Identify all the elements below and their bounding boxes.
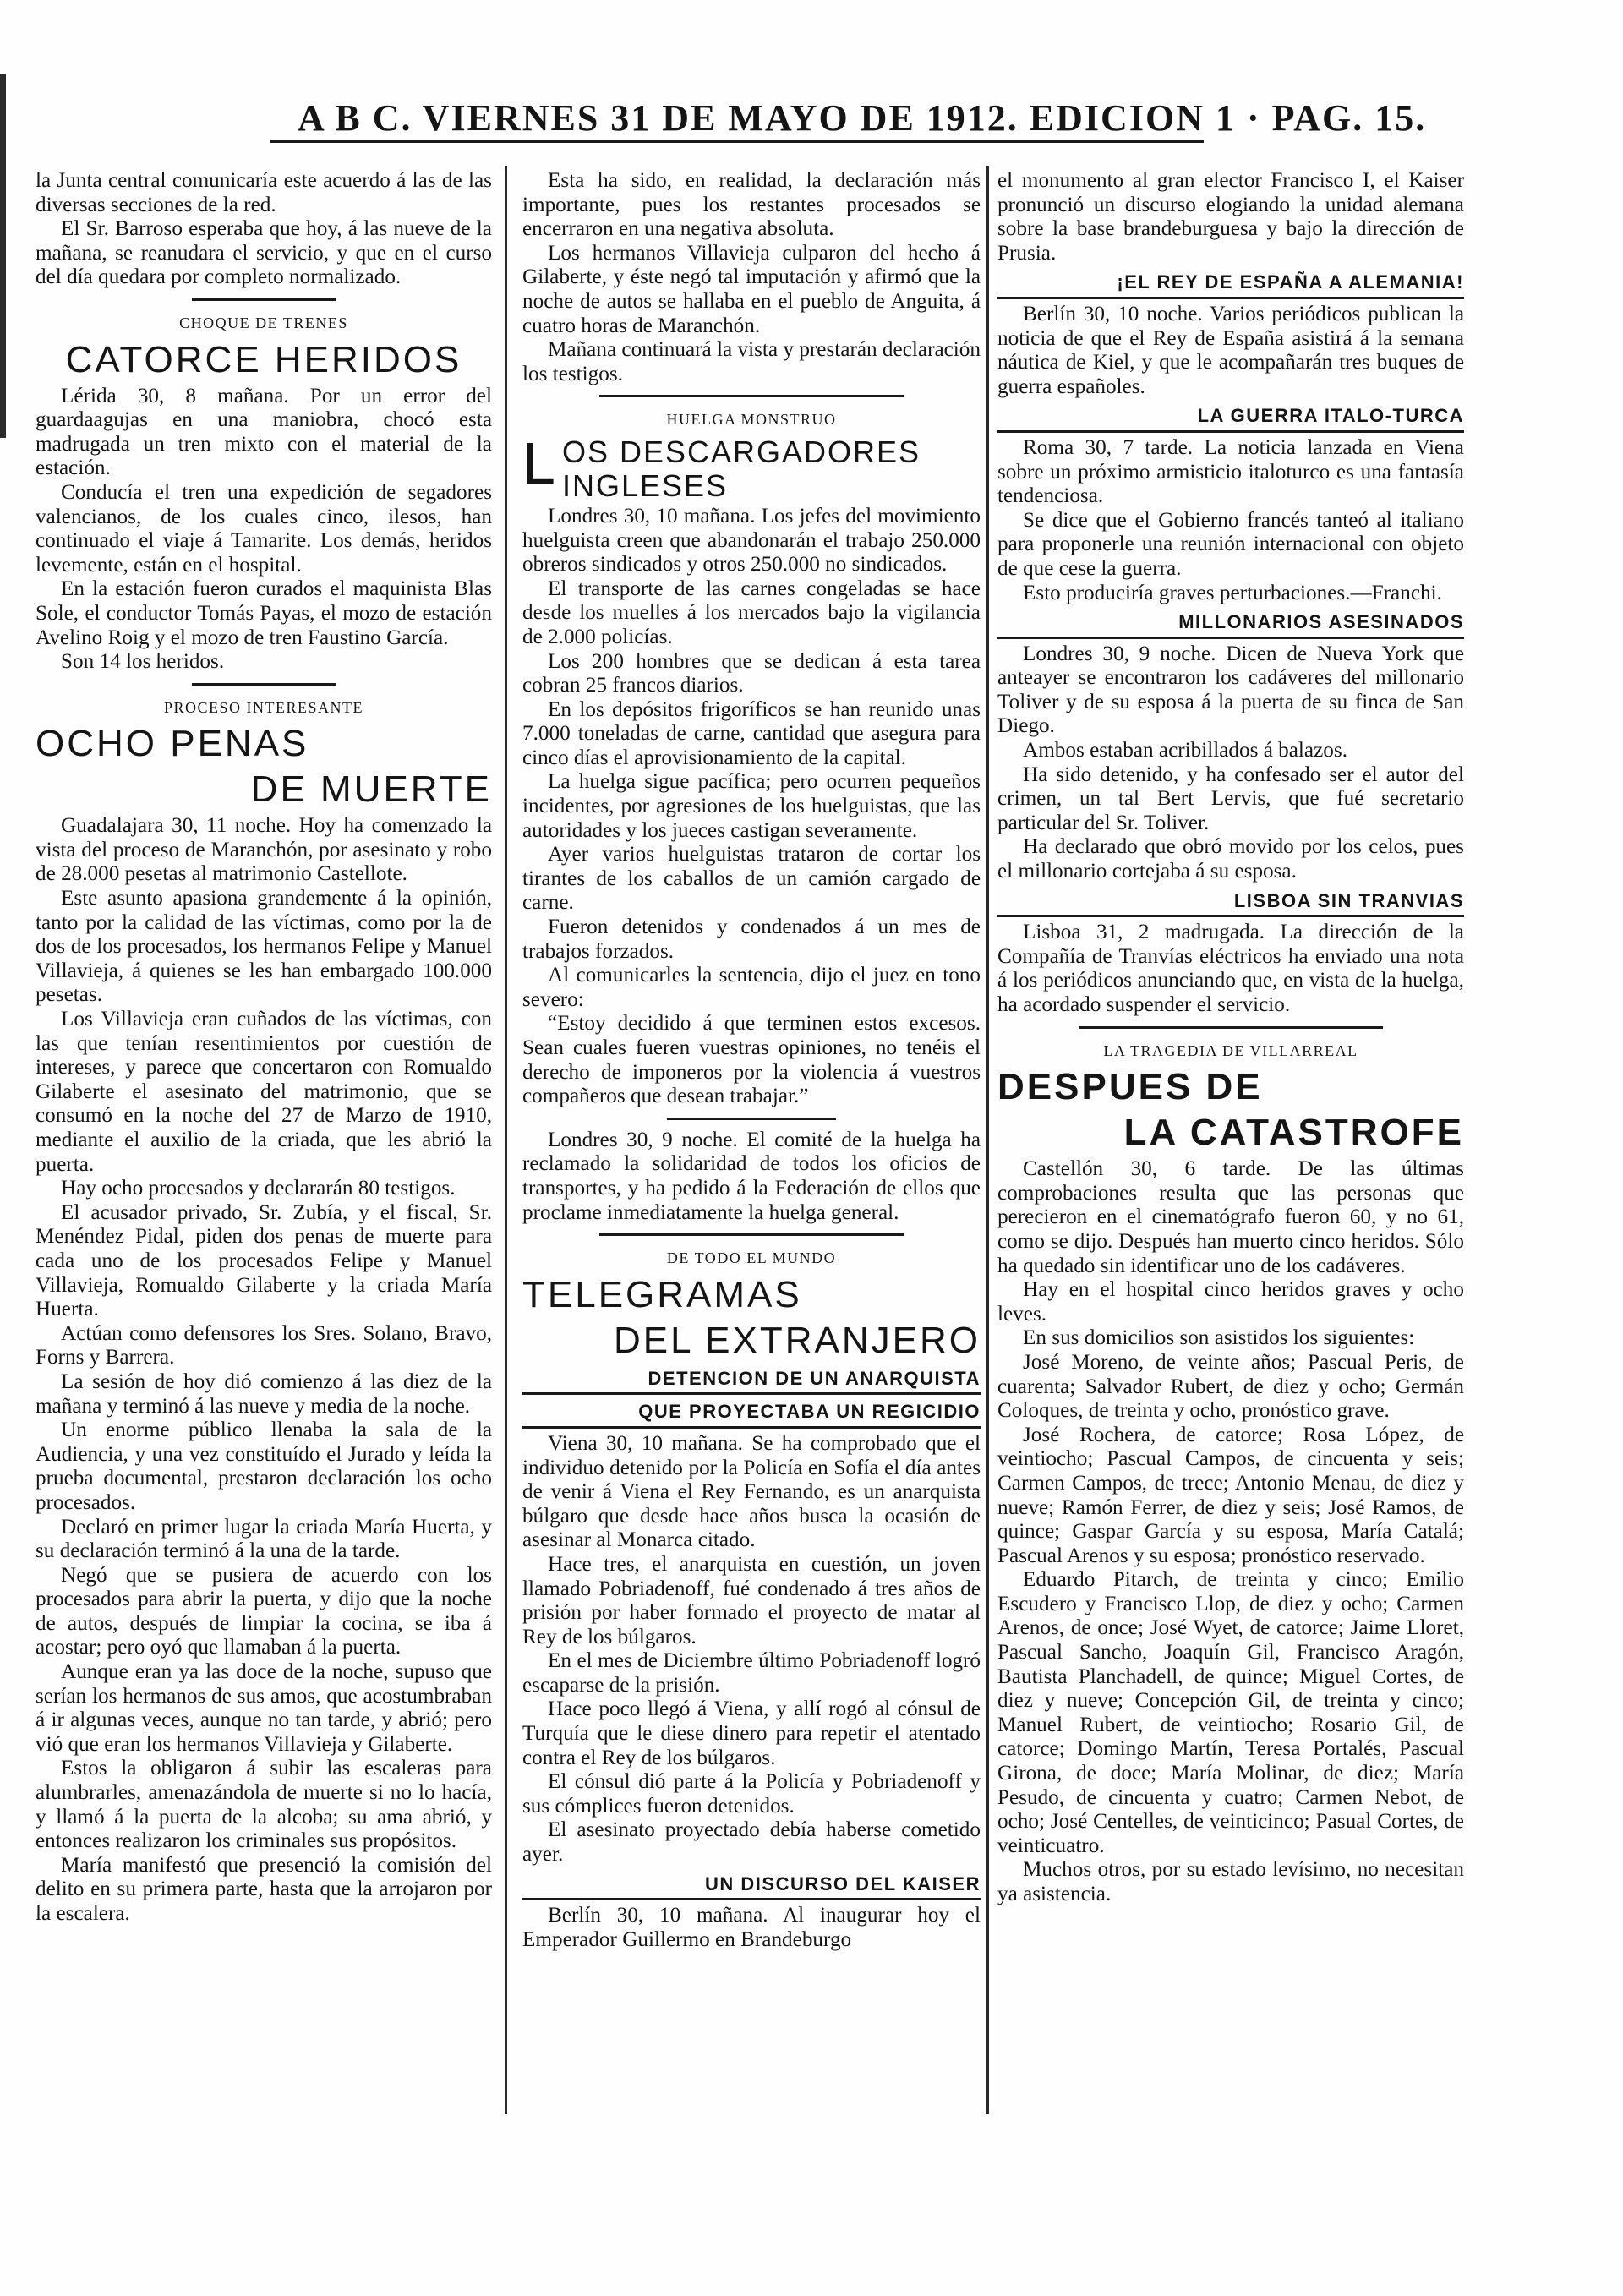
paragraph: Londres 30, 10 mañana. Los jefes del movimiento huelguista creen que abandonarán el trabajo 250.000 obreros sindicados y otros 250.000 no sindicados. [522, 504, 981, 577]
subhead-regicidio: QUE PROYECTABA UN REGICIDIO [522, 1400, 981, 1429]
paragraph: Eduardo Pitarch, de treinta y cinco; Emilio Escudero y Francisco Llop, de diez y ocho; Carmen Arenos, de once; José Wyet, de catorce; Jaime Lloret, Pascual Sancho, Joaquín Gil, Francisco Aragón, Bautista Planchadell, de quince; Miguel Cortes, de diez y nueve; Concepción Gil, de treinta y cinco; Manuel Rubert, de veintiocho; Rosario Gil, de catorce; Domingo Martín, Teresa Portalés, Pascual Girona, de doce; María Molinar, de diez; María Pesudo, de cincuenta y cuatro; Carmen Nebot, de ocho; José Centelles, de veinticinco; Pasual Cortes, de veinticuatro. [997, 1568, 1464, 1857]
paragraph: Londres 30, 9 noche. Dicen de Nueva York que anteayer se encontraron los cadáveres del millonario Toliver y de su esposa á la puerta de su finca de San Diego. [997, 642, 1464, 738]
headline-telegramas: TELEGRAMAS [522, 1273, 802, 1315]
paragraph: Berlín 30, 10 noche. Varios periódicos publican la noticia de que el Rey de España asistirá á la semana náutica de Kiel, y que le acompañarán tres buques de guerra españoles. [997, 302, 1464, 398]
paragraph: Viena 30, 10 mañana. Se ha comprobado que el individuo detenido por la Policía en Sofía el día antes de venir á Viena el Rey Fernando, es un anarquista búlgaro que desde hace años busca la ocasión de asesinar al Monarca citado. [522, 1431, 981, 1552]
column-divider [505, 166, 507, 2114]
paragraph: Londres 30, 9 noche. El comité de la huelga ha reclamado la solidaridad de todos los oficios de transportes, y ha pedido á la Federación de ellos que proclame inmediatamente la huelga general. [522, 1128, 981, 1224]
paragraph: Esta ha sido, en realidad, la declaración más importante, pues los restantes procesados se encerraron en una negativa absoluta. [522, 169, 981, 241]
subhead-rey-espana: ¡EL REY DE ESPAÑA A ALEMANIA! [997, 271, 1464, 299]
paragraph: Estos la obligaron á subir las escaleras para alumbrarles, amenazándola de muerte si no lo hacía, y llamó á la puerta de la alcoba; su ama abrió, y entonces realizaron los criminales sus propósitos. [36, 1757, 492, 1853]
paragraph: El transporte de las carnes congeladas se hace desde los muelles á los mercados bajo la vigilancia de 2.000 policías. [522, 577, 981, 648]
paragraph: José Rochera, de catorce; Rosa López, de veintiocho; Pascual Campos, de cincuenta y seis; Carmen Campos, de trece; Antonio Menau, de diez y nueve; Ramón Ferrer, de diez y seis; José Ramos, de quince; Gaspar García y su esposa, María Catalá; Pascual Arenos y su esposa; pronóstico reservado. [997, 1423, 1464, 1567]
paragraph: Berlín 30, 10 mañana. Al inaugurar hoy el Emperador Guillermo en Brandeburgo [522, 1904, 981, 1951]
paragraph: Se dice que el Gobierno francés tanteó al italiano para proponerle una reunión internacional con objeto de que cese la guerra. [997, 508, 1464, 580]
subhead-lisboa: LISBOA SIN TRANVIAS [997, 889, 1464, 918]
headline-line: OS DESCARGADORES [561, 434, 921, 469]
kicker-proceso-interesante: PROCESO INTERESANTE [163, 698, 363, 716]
paragraph: “Estoy decidido á que terminen estos excesos. Sean cuales fueren vuestras opiniones, no tenéis el derecho de imponeros por la violencia á vuestros compañeros que desean trabajar.” [522, 1012, 981, 1108]
paragraph: Hace poco llegó á Viena, y allí rogó al cónsul de Turquía que le diese dinero para repetir el atentado contra el Rey de los búlgaros. [522, 1697, 981, 1769]
subhead-discurso-kaiser: UN DISCURSO DEL KAISER [522, 1872, 981, 1901]
paragraph: Muchos otros, por su estado levísimo, no necesitan ya asistencia. [997, 1858, 1464, 1905]
headline-ocho-penas: OCHO PENAS [36, 723, 309, 765]
page-edge-shadow [0, 74, 6, 438]
paragraph: El Sr. Barroso esperaba que hoy, á las nueve de la mañana, se reanudara el servicio, y que en el curso del día quedara por completo normalizado. [36, 217, 492, 289]
paragraph: Ambos estaban acribillados á balazos. [1023, 739, 1347, 763]
paragraph: Actúan como defensores los Sres. Solano, Bravo, Forns y Barrera. [36, 1321, 492, 1369]
paragraph: Hay ocho procesados y declararán 80 testigos. [61, 1177, 456, 1200]
section-rule [192, 298, 336, 301]
paragraph: Lérida 30, 8 mañana. Por un error del guardaagujas en una maniobra, chocó esta madrugada un tren mixto con el material de la estación. [36, 384, 492, 480]
section-rule [1079, 1026, 1383, 1029]
paragraph: José Moreno, de veinte años; Pascual Peris, de cuarenta; Salvador Rubert, de diez y ocho; Germán Coloques, de treinta y ocho, pronóstico grave. [997, 1350, 1464, 1423]
column-2 [522, 169, 981, 1952]
column-1 [36, 169, 492, 1927]
paragraph: el monumento al gran elector Francisco I, el Kaiser pronunció un discurso elogiando la unidad alemana sobre la base brandeburguesa y bajo la dirección de Prusia. [997, 169, 1464, 265]
paragraph: María manifestó que presenció la comisión del delito en su primera parte, hasta que la arrojaron por la escalera. [36, 1853, 492, 1925]
paragraph: Declaró en primer lugar la criada María Huerta, y su declaración terminó á la una de la tarde. [36, 1515, 492, 1563]
paragraph: Mañana continuará la vista y prestarán declaración los testigos. [522, 338, 981, 385]
paragraph: Esto produciría graves perturbaciones.—Franchi. [1023, 581, 1442, 604]
paragraph: Guadalajara 30, 11 noche. Hoy ha comenzado la vista del proceso de Maranchón, por asesinato y robo de 28.000 pesetas al matrimonio Castellote. [36, 814, 492, 886]
paragraph: Hace tres, el anarquista en cuestión, un joven llamado Pobriadenoff, fué condenado á tres años de prisión por haber formado el proyecto de matar al Rey de los búlgaros. [522, 1552, 981, 1648]
paragraph: La huelga sigue pacífica; pero ocurren pequeños incidentes, por agresiones de los huelguistas, que las autoridades y los jueces castigan severamente. [522, 770, 981, 842]
paragraph: Hay en el hospital cinco heridos graves y ocho leves. [997, 1278, 1464, 1326]
kicker-de-todo-el-mundo: DE TODO EL MUNDO [666, 1249, 837, 1267]
column-divider [986, 166, 989, 2114]
kicker-tragedia-villarreal: LA TRAGEDIA DE VILLARREAL [1103, 1041, 1358, 1059]
paragraph: Lisboa 31, 2 madrugada. La dirección de la Compañía de Tranvías eléctricos ha enviado una nota á los periódicos anunciando que, en vista de la huelga, ha acordado suspender el servicio. [997, 921, 1464, 1016]
paragraph: Ayer varios huelguistas trataron de cortar los tirantes de los caballos de un camión cargado de carne. [522, 843, 981, 915]
kicker-choque-trenes: CHOQUE DE TRENES [179, 314, 348, 331]
paragraph: Un enorme público llenaba la sala de la Audiencia, y una vez constituído el Jurado y leída la prueba documental, prestaron declaración los ocho procesados. [36, 1419, 492, 1514]
paragraph: La sesión de hoy dió comienzo á las diez de la mañana y terminó á las nueve y media de la noche. [36, 1369, 492, 1418]
paragraph: Este asunto apasiona grandemente á la opinión, tanto por la calidad de las víctimas, como por la de dos de los procesados, los hermanos Felipe y Manuel Villavieja, á quienes se les han embargado 100.000 pesetas. [36, 887, 492, 1007]
paragraph: El asesinato proyectado debía haberse cometido ayer. [522, 1818, 981, 1867]
paragraph: Conducía el tren una expedición de segadores valencianos, de los cuales cinco, ilesos, han continuado el viaje á Tamarite. Los demás, heridos levemente, están en el hospital. [36, 480, 492, 577]
paragraph: En la estación fueron curados el maquinista Blas Sole, el conductor Tomás Payas, el mozo de estación Avelino Roig y el mozo de tren Faustino García. [36, 577, 492, 649]
paragraph: Negó que se pusiera de acuerdo con los procesados para abrir la puerta, y dijo que la noche de autos, después de limpiar la cocina, se iba á acostar; pero oyó que llamaban á la puerta. [36, 1563, 492, 1659]
paragraph: En sus domicilios son asistidos los siguientes: [1023, 1326, 1415, 1350]
paragraph: Al comunicarles la sentencia, dijo el juez en tono severo: [522, 964, 981, 1011]
page-header: A B C. VIERNES 31 DE MAYO DE 1912. EDICION 1 · PAG. 15. [298, 97, 1427, 139]
paragraph: En el mes de Diciembre último Pobriadenoff logró escaparse de la prisión. [522, 1649, 981, 1697]
kicker-huelga-monstruo: HUELGA MONSTRUO [666, 411, 837, 429]
headline-despues-de: DESPUES DE [997, 1066, 1263, 1108]
paragraph: Los 200 hombres que se dedican á esta tarea cobran 25 francos diarios. [522, 649, 981, 697]
paragraph: Roma 30, 7 tarde. La noticia lanzada en Viena sobre un próximo armisticio italoturco es una fantasía tendenciosa. [997, 435, 1464, 508]
column-3 [997, 169, 1464, 1907]
paragraph: Ha sido detenido, y ha confesado ser el autor del crimen, un tal Bert Lervis, que fué secretario particular del Sr. Toliver. [997, 763, 1464, 834]
paragraph: El cónsul dió parte á la Policía y Pobriadenoff y sus cómplices fueron detenidos. [522, 1770, 981, 1818]
subhead-italo-turca: LA GUERRA ITALO-TURCA [997, 404, 1464, 433]
headline-descargadores [522, 429, 981, 503]
headline-line: INGLESES [561, 467, 729, 503]
paragraph: El acusador privado, Sr. Zubía, y el fiscal, Sr. Menéndez Pidal, piden dos penas de muerte para cada uno de los procesados Felipe y Manuel Villavieja, Romualdo Gilaberte y la criada María Huerta. [36, 1200, 492, 1321]
paragraph: Los Villavieja eran cuñados de las víctimas, con las que tenían resentimientos por cuestión de intereses, y parece que concertaron con Romualdo Gilaberte el asesinato del matrimonio, que se consumó en la noche del 27 de Marzo de 1910, mediante el auxilio de la criada, que les abrió la puerta. [36, 1008, 492, 1176]
paragraph: Aunque eran ya las doce de la noche, supuso que serían los hermanos de sus amos, que acostumbraban á ir algunas veces, aunque no tan tarde, y abrió; pero vió que eran los hermanos Villavieja y Gilaberte. [36, 1660, 492, 1756]
paragraph: En los depósitos frigoríficos se han reunido unas 7.000 toneladas de carne, cantidad que asegura para cinco días el aprovisionamiento de la capital. [522, 697, 981, 769]
paragraph: Castellón 30, 6 tarde. De las últimas comprobaciones resulta que las personas que perecieron en el cinematógrafo fueron 60, y no 61, como se dijo. Después han muerto cinco heridos. Sólo ha quedado sin identificar uno de los cadáveres. [997, 1157, 1464, 1277]
subhead-detencion: DETENCION DE UN ANARQUISTA [522, 1367, 981, 1396]
headline-de-muerte: DE MUERTE [250, 768, 492, 811]
section-rule [599, 395, 904, 397]
section-rule [599, 1233, 904, 1236]
headline-catorce-heridos: CATORCE HERIDOS [65, 338, 462, 380]
paragraph: Los hermanos Villavieja culparon del hecho á Gilaberte, y éste negó tal imputación y afirmó que la noche de autos se hallaba en el pueblo de Anguita, á cuatro horas de Maranchón. [522, 241, 981, 337]
headline-del-extranjero: DEL EXTRANJERO [613, 1319, 981, 1361]
paragraph: Son 14 los heridos. [61, 650, 225, 674]
section-rule [667, 1118, 836, 1120]
paragraph: Fueron detenidos y condenados á un mes de trabajos forzados. [522, 916, 981, 963]
paragraph: la Junta central comunicaría este acuerdo á las de las diversas secciones de la red. [36, 169, 492, 216]
paragraph: Ha declarado que obró movido por los celos, pues el millonario cortejaba á su esposa. [997, 835, 1464, 883]
header-rule [270, 140, 1204, 143]
section-rule [192, 683, 336, 686]
subhead-millonarios: MILLONARIOS ASESINADOS [997, 610, 1464, 639]
headline-la-catastrofe: LA CATASTROFE [1123, 1112, 1464, 1154]
drop-cap: L [522, 429, 557, 496]
